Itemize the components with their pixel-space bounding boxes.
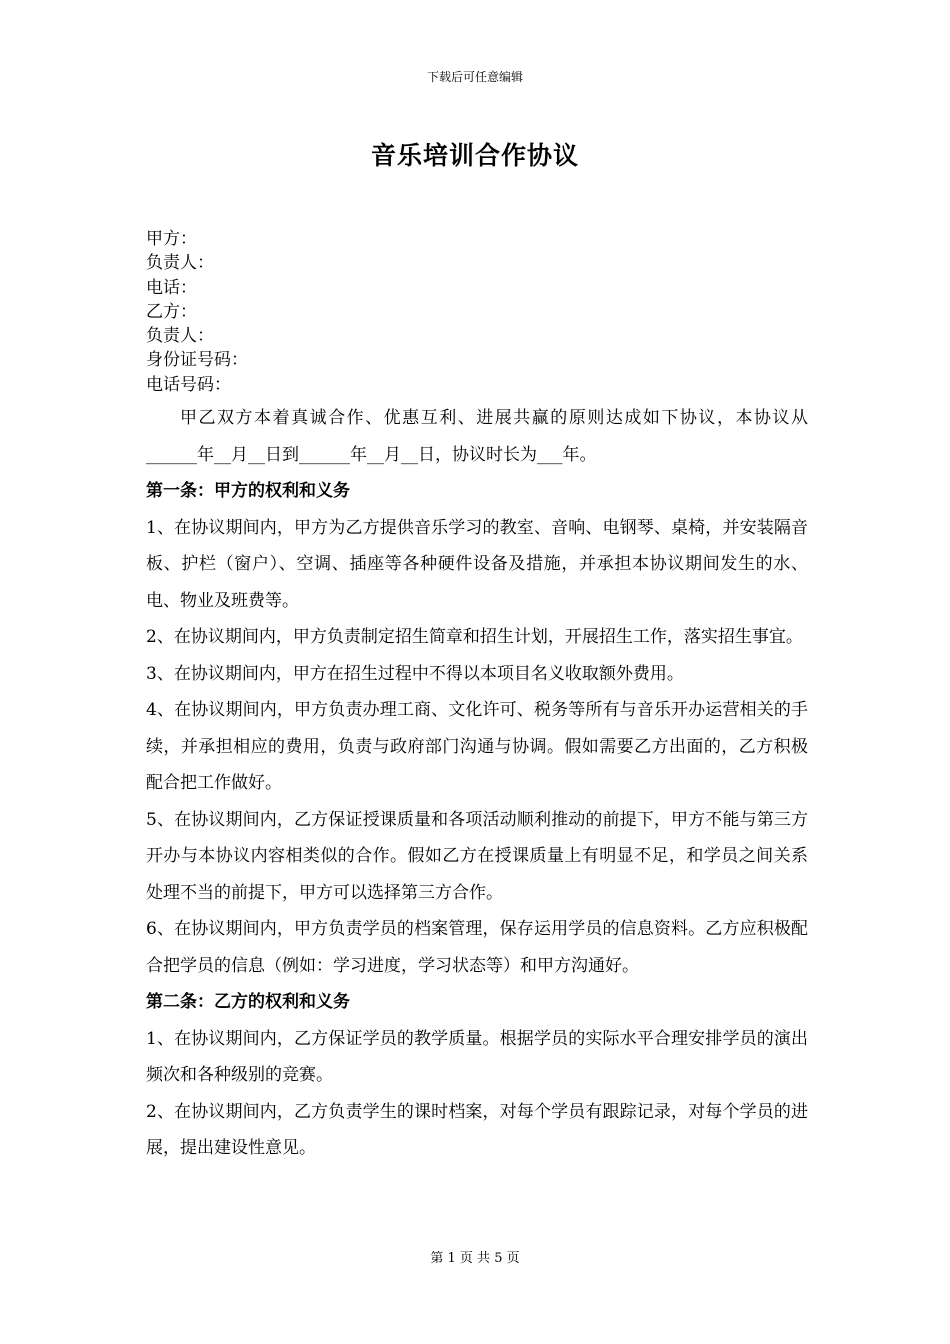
section-2-clause-1: 1、在协议期间内，乙方保证学员的教学质量。根据学员的实际水平合理安排学员的演出频次和各种级别的竞赛。 [146, 1028, 808, 1085]
party-info-block [146, 227, 806, 397]
party-a-label: 甲方： [146, 229, 197, 249]
section-1-clause-5: 5、在协议期间内，乙方保证授课质量和各项活动顺利推动的前提下，甲方不能与第三方开办与本协议内容相类似的合作。假如乙方在授课质量上有明显不足，和学员之间关系处理不当的前提下，甲方可以选择第三方合作。 [146, 809, 808, 903]
section-1-clause-4: 4、在协议期间内，甲方负责办理工商、文化许可、税务等所有与音乐开办运营相关的手续，并承担相应的费用，负责与政府部门沟通与协调。假如需要乙方出面的，乙方积极配合把工作做好。 [146, 700, 808, 793]
party-b-id-number-label: 身份证号码： [146, 350, 248, 371]
section-1-clause-2: 2、在协议期间内，甲方负责制定招生简章和招生计划，开展招生工作，落实招生事宜。 [146, 627, 803, 647]
section-1-clause-3: 3、在协议期间内，甲方在招生过程中不得以本项目名义收取额外费用。 [146, 663, 684, 684]
agreement-body [146, 400, 808, 1167]
section-1-clause-1: 1、在协议期间内，甲方为乙方提供音乐学习的教室、音响、电钢琴、桌椅，并安装隔音板、护栏（窗户）、空调、插座等各种硬件设备及措施，并承担本协议期间发生的水、电、物业及班费等。 [146, 517, 808, 611]
party-b-contact-person-label: 负责人： [146, 326, 214, 347]
party-a-contact-person-label: 负责人： [146, 253, 214, 274]
party-b-label: 乙方： [146, 301, 197, 322]
party-a-phone-label: 电话： [146, 277, 197, 298]
header-note: 下载后可任意编辑 [426, 70, 523, 84]
section-1-clause-6: 6、在协议期间内，甲方负责学员的档案管理，保存运用学员的信息资料。乙方应积极配合把学员的信息（例如：学习进度，学习状态等）和甲方沟通好。 [146, 919, 808, 976]
document-title: 音乐培训合作协议 [370, 141, 579, 170]
section-2-heading: 第二条：乙方的权利和义务 [146, 992, 350, 1012]
section-2-clause-2: 2、在协议期间内，乙方负责学生的课时档案，对每个学员有跟踪记录，对每个学员的进展，提出建设性意见。 [146, 1101, 808, 1158]
section-1-heading: 第一条：甲方的权利和义务 [146, 481, 350, 501]
page-number-footer: 第 1 页 共 5 页 [430, 1251, 520, 1266]
party-b-phone-label: 电话号码： [146, 374, 231, 395]
intro-paragraph: 甲乙双方本着真诚合作、优惠互利、进展共赢的原则达成如下协议，本协议从______年__月__日到______年__月__日，协议时长为___年。 [146, 408, 808, 465]
